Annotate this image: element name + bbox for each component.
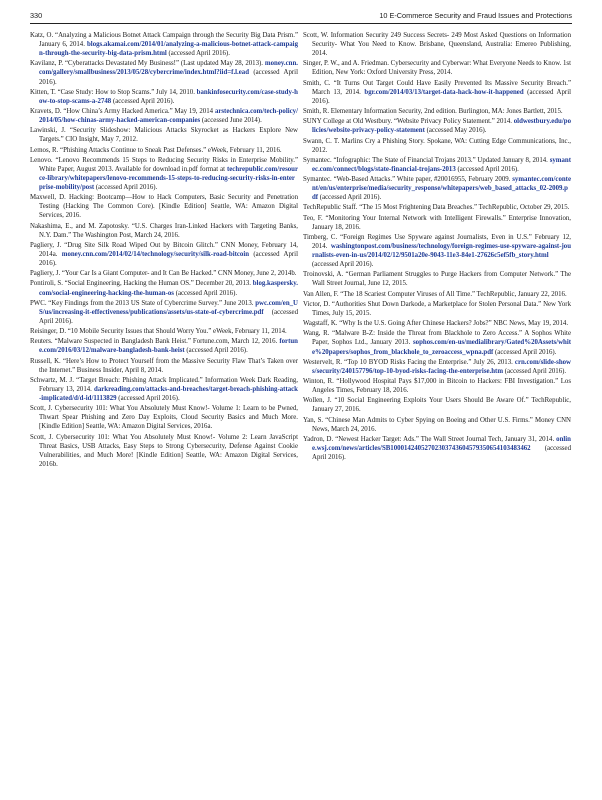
reference-entry [30,146,298,155]
page-number: 330 [30,11,43,20]
reference-entry [303,358,571,376]
reference-url-link[interactable]: fortune.com/2016/03/12/malware-bangladesh-bank-heist [39,338,298,355]
reference-access-note: (accessed June 2014). [200,117,262,125]
reference-url-link[interactable]: blogs.akamai.com/2014/01/analyzing-a-malicious-botnet-attack-campaign-through-the-security-big-data-prism.html [39,41,298,58]
reference-entry [30,31,298,58]
reference-text: Wang, R. “Malware B-Z: Inside the Threat from Blackhole to Zero Access.” A Sophos White Paper, Sophos Ltd., January 2013. [303,330,571,347]
reference-access-note: (accessed April 2016). [94,184,158,192]
reference-entry [303,175,571,202]
reference-access-note: (accessed April 2016). [39,69,298,86]
reference-text: Kavilanz, P. “Cyberattacks Devastated My Business!” (Last updated May 28, 2013). [30,60,265,68]
reference-entry [303,396,571,414]
reference-entry [303,290,571,299]
reference-text: Pontiroli, S. “Social Engineering, Hacking the Human OS.” December 20, 2013. [30,280,253,288]
reference-url-link[interactable]: oldwestbury.edu/policies/website-privacy-policy-statement [312,118,571,135]
reference-url-link[interactable]: symantec.com/content/en/us/enterprise/media/security_response/whitepapers/web_based_attacks_02-2009.pdf [312,176,571,202]
reference-entry [303,329,571,356]
reference-entry [303,319,571,328]
reference-text: Pagliery, J. “Drug Site Silk Road Wiped Out by Bitcoin Glitch.” CNN Money, February 14, 2014a. [30,241,298,258]
reference-text: Symantec. “Infographic: The State of Financial Trojans 2013.” Updated January 8, 2014. [303,156,550,164]
reference-access-note: (accessed April 2016). [493,348,557,356]
reference-entry [30,222,298,240]
reference-entry [303,156,571,174]
reference-url-link[interactable]: bankinfosecurity.com/case-study-how-to-stop-scams-a-2748 [39,88,298,105]
reference-text: Scott, W. Information Security 249 Success Secrets- 249 Most Asked Questions on Information Security- What You Need to Know. Brisbane, Queensland, Australia: Emereo Publishing, 2014. [303,32,571,58]
reference-access-note: (accessed April 2016). [116,395,180,403]
reference-url-link[interactable]: blog.kaspersky.com/social-engineering-hacking-the-human-os [39,280,298,297]
reference-url-link[interactable]: techrepublic.com/resource-library/whitepapers/lenovo-recommends-15-steps-to-reducing-security-risks-in-enterprise-mobility/post [39,165,298,192]
reference-url-link[interactable]: darkreading.com/attacks-and-breaches/target-breach-phishing-attack-implicated/d/d-id/1113829 [39,385,298,403]
reference-entry [303,233,571,269]
reference-access-note: (accessed April 2016). [312,88,571,105]
reference-text: Victor, D. “Authorities Shut Down Darkode, a Marketplace for Stolen Personal Data.” New York Times, July 15, 2015. [303,300,571,317]
reference-entry [30,193,298,220]
reference-access-note: (accessed April 2016). [39,308,298,325]
reference-url-link[interactable]: washingtonpost.com/business/technology/foreign-regimes-use-spyware-against-journalists-even-in-us/2014/02/12/9501a20e-9043-11e3-84e1-27626c5ef5fb_story.html [312,243,571,260]
reference-text: Timberg, C. “Foreign Regimes Use Spyware against Journalists, Even in U.S.” February 12, 2014. [303,233,571,250]
reference-entry [303,137,571,155]
reference-entry [303,435,571,462]
reference-access-note: (accessed May 2016). [424,127,487,135]
reference-text: Van Allen, F. “The 18 Scariest Computer Viruses of All Time.” TechRepublic, January 22, 2016. [303,290,567,298]
reference-entry [303,117,571,135]
reference-text: Westervelt, R. “Top 10 BYOD Risks Facing the Enterprise.” July 26, 2013. [303,358,515,366]
reference-text: Winton, R. “Hollywood Hospital Pays $17,000 in Bitcoin to Hackers: FBI Investigation.” Los Angeles Times, February 18, 2016. [303,377,571,395]
header-divider [30,23,572,24]
reference-entry [30,156,298,192]
reference-text: TechRepublic Staff. “The 15 Most Frightening Data Breaches.” TechRepublic, October 29, 2015. [303,204,570,212]
reference-text: Symantec. “Web-Based Attacks.” White paper, #20016955, February 2009. [303,176,513,184]
reference-access-note: (accessed April 2016). [39,251,298,268]
reference-entry [303,203,571,212]
reference-text: Nakashima, E., and M. Zapotosky. “U.S. Charges Iran-Linked Hackers with Targeting Banks, N.Y. Dam.” The Washington Post, March 24, 2016. [30,222,298,239]
reference-access-note: (accessed April 2016). [312,444,571,461]
reference-url-link[interactable]: sophos.com/en-us/medialibrary/Gated%20Assets/white%20papers/sophos_from_blackhole_to_zeroaccess_wpna.pdf [312,339,571,356]
reference-entry [30,404,298,431]
reference-text: Lenovo. “Lenovo Recommends 15 Steps to Reducing Security Risks in Enterprise Mobility.” White Paper, August 2013. Available for download in.pdf format at [30,156,298,173]
reference-text: Wagstaff, K. “Why Is the U.S. Going After Chinese Hackers? Jobs?” NBC News, May 19, 2014. [303,320,569,328]
reference-url-link[interactable]: bgr.com/2014/03/13/target-data-hack-how-it-happened [364,88,524,96]
reference-entry [30,241,298,268]
reference-entry [30,337,298,355]
reference-access-note: (accessed April 2016). [184,347,248,355]
reference-access-note: (accessed April 2016). [503,367,567,375]
reference-entry [303,214,571,232]
reference-access-note: (accessed April 2016). [111,97,175,105]
reference-url-link[interactable]: money.cnn.com/2014/02/14/technology/security/silk-road-bitcoin [61,251,250,258]
reference-text: Wollen, J. “10 Social Engineering Exploits Your Users Should Be Aware Of.” TechRepublic, January 27, 2016. [303,397,571,414]
reference-entry [303,79,571,106]
reference-entry [30,279,298,297]
reference-text: Swann, C. T. Marlins Cry a Phishing Story. Spokane, WA: Cutting Edge Communications, Inc., 2012. [303,137,571,154]
reference-url-link[interactable]: online.wsj.com/news/articles/SB10001424052702303743604579350654103483462 [312,435,571,452]
reference-entry [30,126,298,144]
reference-text: Smith, R. Elementary Information Security, 2nd edition. Burlington, MA: Jones Bartlett, 2015. [303,108,563,116]
reference-access-note: (accessed April 2016). [455,165,519,173]
reference-entry [303,107,571,116]
reference-url-link[interactable]: crn.com/slide-shows/security/240157796/top-10-byod-risks-facing-the-enterprise.htm [312,358,571,375]
reference-entry [30,59,298,86]
reference-url-link[interactable]: symantec.com/connect/blogs/state-financial-trojans-2013 [312,156,571,173]
reference-text: Singer, P. W., and A. Friedman. Cybersecurity and Cyberwar: What Everyone Needs to Know. 1st Edition, New York: Oxford University Press, 2014. [303,60,571,77]
reference-text: Troinovski, A. “German Parliament Struggles to Purge Hackers from Computer Network.” The Wall Street Journal, June 12, 2015. [303,271,571,288]
reference-entry [30,299,298,326]
reference-text: Lemos, R. “Phishing Attacks Continue to Sneak Past Defenses.” eWeek, February 11, 2016. [30,146,282,154]
reference-entry [303,300,571,318]
reference-access-note: (accessed April 2016). [312,261,374,269]
reference-text: Russell, K. “Here’s How to Protect Yourself from the Massive Security Flaw That’s Taken over the Internet.” Business Insider, April 8, 2014. [30,357,298,374]
reference-text: PWC. “Key Findings from the 2013 US State of Cybercrime Survey.” June 2013. [30,299,256,307]
reference-entry [303,377,571,395]
running-title: 10 E-Commerce Security and Fraud Issues and Protections [379,11,572,20]
reference-entry [303,59,571,77]
reference-url-link[interactable]: arstechnica.com/tech-policy/2014/05/how-chinas-army-hacked-american-companies [39,108,298,125]
reference-entry [30,327,298,336]
reference-entry [303,270,571,288]
reference-text: Lawinski, J. “Security Slideshow: Malicious Attacks Skyrocket as Hackers Explore New Targets.” CIO Insight, May 7, 2012. [30,127,298,144]
reference-text: Pagliery, J. “Your Car Is a Giant Computer- and It Can Be Hacked.” CNN Money, June 2, 2014b. [30,270,297,278]
reference-entry [30,433,298,469]
reference-text: Kravets, D. “How China’s Army Hacked America.” May 19, 2014 [30,108,215,116]
reference-text: Smith, C. “It Turns Out Target Could Have Easily Prevented Its Massive Security Breach.” March 13, 2014. [303,79,571,96]
reference-entry [30,357,298,375]
reference-entry [30,376,298,403]
reference-text: Teo, F. “Monitoring Your Internal Network with Intelligent Firewalls.” Enterprise Innovation, January 18, 2016. [303,214,571,231]
reference-text: Scott, J. Cybersecurity 101: What You Absolutely Must Know!- Volume 1: Learn to be Pwned, Thwart Spear Phishing and Zero Day Exploits, Cloud Security Basics and Much More. [Kindle Edition] Seattle, WA: Amazon Digital Services, 2016a. [30,405,298,431]
reference-text: Maxwell, D. Hacking: Bootcamp—How to Hack Computers, Basic Security and Penetration Testing (Hacking The Common Core). [Kindle Edition] Seattle, WA: Amazon Digital Services, 2016. [30,194,298,220]
reference-access-note: (accessed April 2016). [318,194,382,202]
reference-text: SUNY College at Old Westbury. “Website Privacy Policy Statement.” 2014. [303,118,514,126]
reference-entry [303,416,571,434]
reference-url-link[interactable]: pwc.com/en_US/us/increasing-it-effectiveness/publications/assets/us-state-of-cybercrime.pdf [39,299,298,316]
reference-text: Yan, S. “Chinese Man Admits to Cyber Spying on Boeing and Other U.S. Firms.” Money CNN News, March 24, 2016. [303,416,571,433]
reference-text: Katz, O. “Analyzing a Malicious Botnet Attack Campaign through the Security Big Data Prism.” January 6, 2014. [30,32,298,49]
reference-entry [30,88,298,106]
reference-entry [303,31,571,58]
reference-text: Reisinger, D. “10 Mobile Security Issues that Should Worry You.” eWeek, February 11, 2014. [30,328,287,336]
references-right-column [303,31,571,463]
reference-text: Yadron, D. “Newest Hacker Target: Ads.” The Wall Street Journal Tech, January 31, 2014. [303,435,557,443]
reference-url-link[interactable]: money.cnn.com/gallery/smallbusiness/2013/05/28/cybercrime/index.html?iid=f.l.ead [39,60,298,77]
references-left-column [30,31,298,470]
running-header [30,10,572,24]
reference-access-note: (accessed April 2016). [166,50,230,58]
reference-text: Kitten, T. “Case Study: How to Stop Scams.” July 14, 2010. [30,88,197,96]
reference-text: Schwartz, M. J. “Target Breach: Phishing Attack Implicated.” Information Week Dark Reading, February 13, 2014. [30,376,298,393]
reference-text: Scott, J. Cybersecurity 101: What You Absolutely Must Know!- Volume 2: Learn JavaScript Threat Basics, USB Attacks, Easy Steps to Strong Cybersecurity, Defense Against Cookie Vulnerabilities, and Much More! [Kindle Edition] Seattle, WA: Amazon Digital Services, 2016b. [30,433,298,468]
reference-text: Reuters. “Malware Suspected in Bangladesh Bank Heist.” Fortune.com, March 12, 2016. [30,338,280,346]
reference-entry [30,269,298,278]
reference-entry [30,107,298,125]
reference-access-note: (accessed April 2016). [173,289,238,297]
